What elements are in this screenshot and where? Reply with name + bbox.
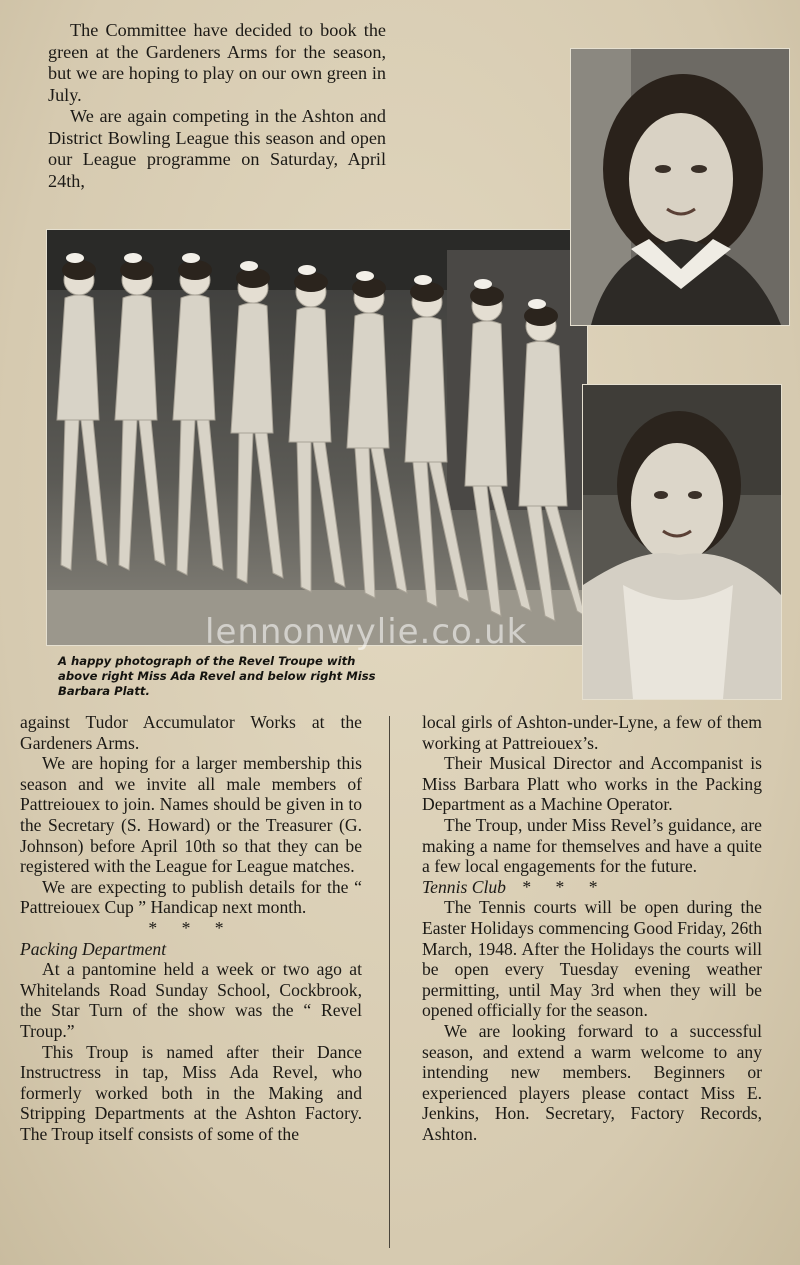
right-paragraph-2: Their Musical Director and Accompanist is Miss Barbara Platt who works in the Packing Department as a Machine Operator. <box>422 753 762 815</box>
left-paragraph-3: We are expecting to publish details for the “ Pattreiouex Cup ” Handicap next month. <box>20 876 362 918</box>
right-column <box>422 712 762 1144</box>
right-paragraph-1: local girls of Ashton-under-Lyne, a few of them working at Pattreiouex’s. <box>422 712 762 753</box>
left-column <box>20 712 362 1144</box>
tennis-club-stars: * * * <box>522 876 608 897</box>
left-paragraph-2: We are hoping for a larger membership this season and we invite all male members of Pattreiouex to join. Names should be given in to the Secretary (S. Howard) or the Treasurer (G. Johnson) before April 10th so that they can be registered with the League for League matches. <box>20 753 362 877</box>
right-paragraph-5: We are looking forward to a successful season, and extend a warm welcome to any intending new members. Beginners or experienced players please contact Miss E. Jenkins, Hon. Secretary, Factory Records, Ashton. <box>422 1020 762 1144</box>
right-paragraph-4: The Tennis courts will be open during the Easter Holidays commencing Good Friday, 26th March, 1948. After the Holidays the courts will be open every Tuesday evening weather permitting, until May 3rd when they will be opened officially for the season. <box>422 897 762 1021</box>
left-paragraph-5: This Troup is named after their Dance Instructress in tap, Miss Ada Revel, who formerly worked both in the Making and Stripping Departments at the Ashton Factory. The Troup itself consists of some of the <box>20 1041 362 1144</box>
tennis-club-heading: Tennis Club <box>422 876 506 897</box>
watermark: lennonwylie.co.uk <box>205 612 528 652</box>
ada-revel-portrait <box>570 48 790 326</box>
tennis-club-heading-line <box>422 877 762 898</box>
bowling-paragraph-1: The Committee have decided to book the green at the Gardeners Arms for the season, but we are hoping to play on our own green in July. <box>48 20 386 105</box>
left-paragraph-1: against Tudor Accumulator Works at the Gardeners Arms. <box>20 712 362 753</box>
packing-department-heading: Packing Department <box>20 938 167 959</box>
column-divider <box>389 716 390 1248</box>
photo-caption: A happy photograph of the Revel Troupe with above right Miss Ada Revel and below right Miss Barbara Platt. <box>58 654 376 698</box>
revel-troupe-group-photo <box>46 229 588 646</box>
right-paragraph-3: The Troup, under Miss Revel’s guidance, are making a name for themselves and have a quite a few local engagements for the future. <box>422 814 762 877</box>
barbara-platt-portrait <box>582 384 782 700</box>
left-paragraph-4: At a pantomine held a week or two ago at Whitelands Road Sunday School, Cockbrook, the Star Turn of the show was the “ Revel Troup.” <box>20 959 362 1041</box>
section-stars: * * * <box>148 917 234 938</box>
bowling-paragraph-2: We are again competing in the Ashton and District Bowling League this season and open our League programme on Saturday, April 24th, <box>48 106 386 191</box>
top-text-block <box>48 20 386 192</box>
